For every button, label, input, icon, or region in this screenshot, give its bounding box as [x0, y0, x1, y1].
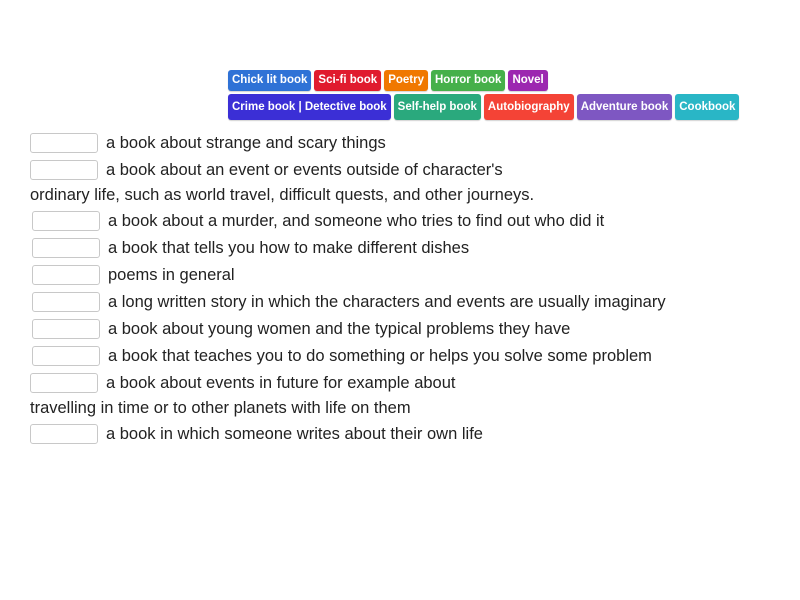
list-item [32, 289, 800, 315]
word-chip-adventure-book[interactable]: Adventure book [577, 94, 673, 120]
list-item [32, 208, 800, 234]
answer-dropzone-7[interactable] [32, 319, 100, 339]
answer-dropzone-10[interactable] [30, 424, 98, 444]
list-item [30, 370, 800, 419]
list-item [32, 343, 800, 369]
word-chip-chick-lit-book[interactable]: Chick lit book [228, 70, 311, 91]
word-bank-row [228, 70, 739, 91]
definition-text-9-continued: travelling in time or to other planets with life on them [30, 399, 411, 418]
word-chip-novel[interactable]: Novel [508, 70, 547, 91]
word-bank-row [228, 94, 739, 120]
answer-dropzone-3[interactable] [32, 211, 100, 231]
definition-text-2: a book about an event or events outside of character's [106, 160, 503, 179]
word-chip-crime-book-detective-book[interactable]: Crime book | Detective book [228, 94, 391, 120]
definition-text-6: a long written story in which the characters and events are usually imaginary [108, 293, 666, 312]
list-item [32, 316, 800, 342]
word-chip-horror-book[interactable]: Horror book [431, 70, 505, 91]
definition-text-5: poems in general [108, 266, 235, 285]
list-item [30, 421, 800, 447]
word-chip-self-help-book[interactable]: Self-help book [394, 94, 481, 120]
answer-dropzone-4[interactable] [32, 238, 100, 258]
answer-dropzone-1[interactable] [30, 133, 98, 153]
answer-dropzone-9[interactable] [30, 373, 98, 393]
word-chip-sci-fi-book[interactable]: Sci-fi book [314, 70, 381, 91]
list-item [30, 157, 800, 206]
word-bank [228, 70, 739, 120]
definition-text-4: a book that tells you how to make different dishes [108, 239, 470, 258]
word-chip-poetry[interactable]: Poetry [384, 70, 428, 91]
answer-dropzone-6[interactable] [32, 292, 100, 312]
answer-dropzone-8[interactable] [32, 346, 100, 366]
word-chip-cookbook[interactable]: Cookbook [675, 94, 739, 120]
definition-list [0, 130, 800, 448]
list-item [30, 130, 800, 156]
definition-text-8: a book that teaches you to do something or helps you solve some problem [108, 347, 652, 366]
definition-text-2-continued: ordinary life, such as world travel, difficult quests, and other journeys. [30, 186, 535, 204]
list-item [32, 262, 800, 288]
definition-text-9: a book about events in future for example about [106, 374, 456, 393]
definition-text-10: a book in which someone writes about their own life [106, 425, 483, 444]
answer-dropzone-5[interactable] [32, 265, 100, 285]
answer-dropzone-2[interactable] [30, 160, 98, 180]
definition-text-3: a book about a murder, and someone who tries to find out who did it [108, 212, 605, 231]
list-item [32, 235, 800, 261]
definition-text-7: a book about young women and the typical problems they have [108, 320, 571, 339]
word-chip-autobiography[interactable]: Autobiography [484, 94, 574, 120]
definition-text-1: a book about strange and scary things [106, 133, 386, 152]
